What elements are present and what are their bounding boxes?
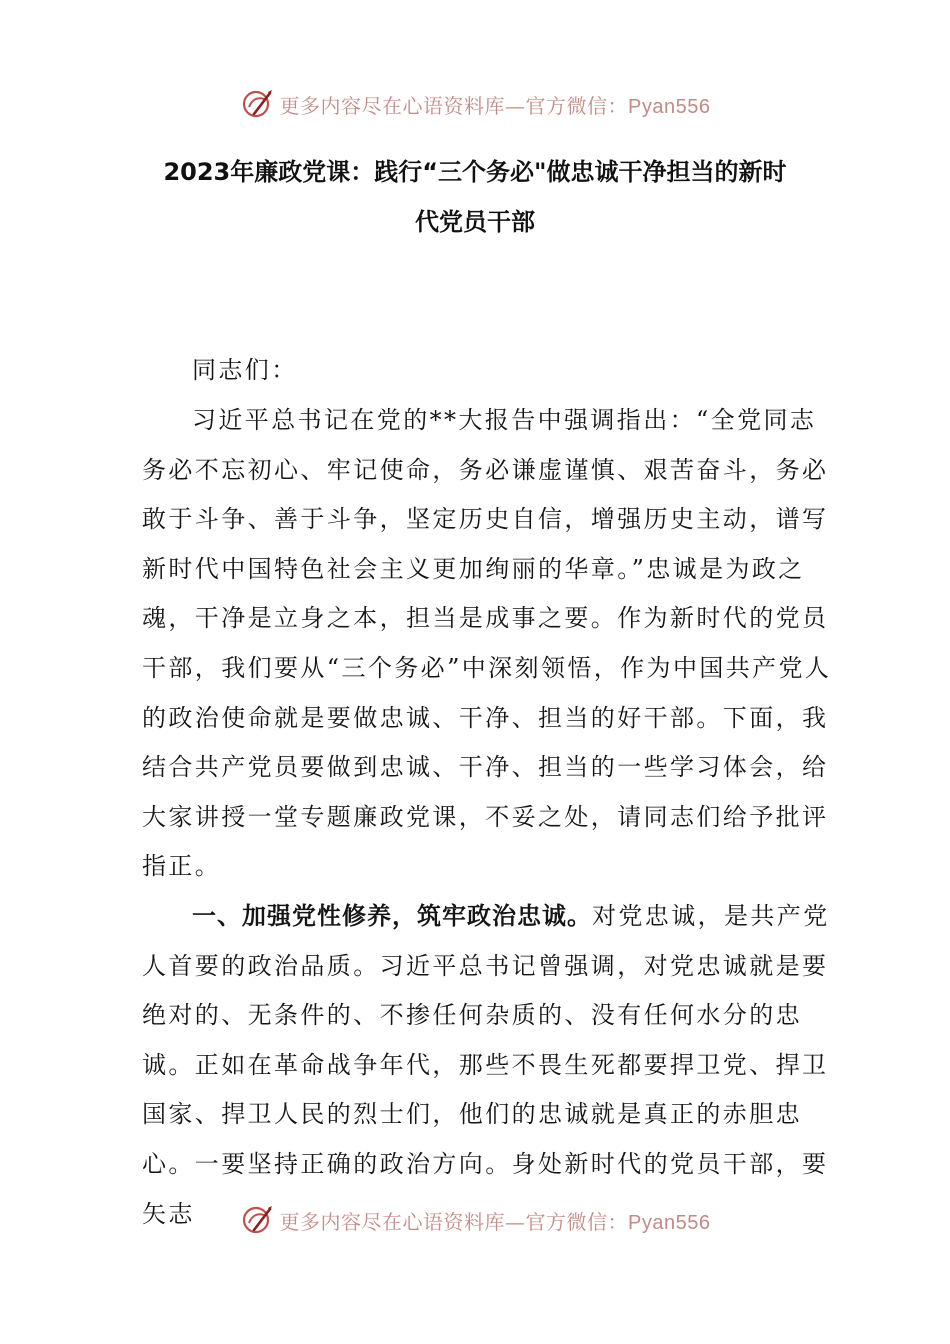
document-title-line1: 2023年廉政党课：践行“三个务必"做忠诚干净担当的新时 (163, 158, 787, 186)
watermark-footer (0, 1200, 950, 1240)
pen-logo-icon (240, 1203, 274, 1237)
watermark-wechat-id: Pyan556 (628, 95, 711, 118)
section1-heading: 一、加强党性修养，筑牢政治忠诚。 (192, 902, 592, 930)
pen-logo-icon (240, 87, 274, 121)
salutation: 同志们： (192, 356, 298, 384)
watermark-wechat-id: Pyan556 (628, 1211, 711, 1234)
document-title-line2: 代党员干部 (415, 208, 535, 236)
section1-body: 对党忠诚，是共产党人首要的政治品质。习近平总书记曾强调，对党忠诚就是要绝对的、无条件的、不掺任何杂质的、没有任何水分的忠诚。正如在革命战争年代，那些不畏生死都要捍卫党、捍卫国家、捍卫人民的烈士们，他们的忠诚就是真正的赤胆忠心。一要坚持正确的政治方向。身处新时代的党员干部，要矢志 (142, 902, 830, 1228)
paragraph-intro: 习近平总书记在党的**大报告中强调指出：“全党同志务必不忘初心、牢记使命，务必谦虚谨慎、艰苦奋斗，务必敢于斗争、善于斗争，坚定历史自信，增强历史主动，谱写新时代中国特色社会主义更加绚丽的华章。”忠诚是为政之魂，干净是立身之本，担当是成事之要。作为新时代的党员干部，我们要从“三个务必”中深刻领悟，作为中国共产党人的政治使命就是要做忠诚、干净、担当的好干部。下面，我结合共产党员要做到忠诚、干净、担当的一些学习体会，给大家讲授一堂专题廉政党课，不妥之处，请同志们给予批评指正。 (142, 406, 832, 881)
watermark-text: 更多内容尽在心语资料库—官方微信： (279, 93, 629, 118)
watermark-text: 更多内容尽在心语资料库—官方微信： (279, 1209, 629, 1234)
paragraph-section1 (142, 892, 832, 1239)
watermark-header (0, 84, 950, 124)
